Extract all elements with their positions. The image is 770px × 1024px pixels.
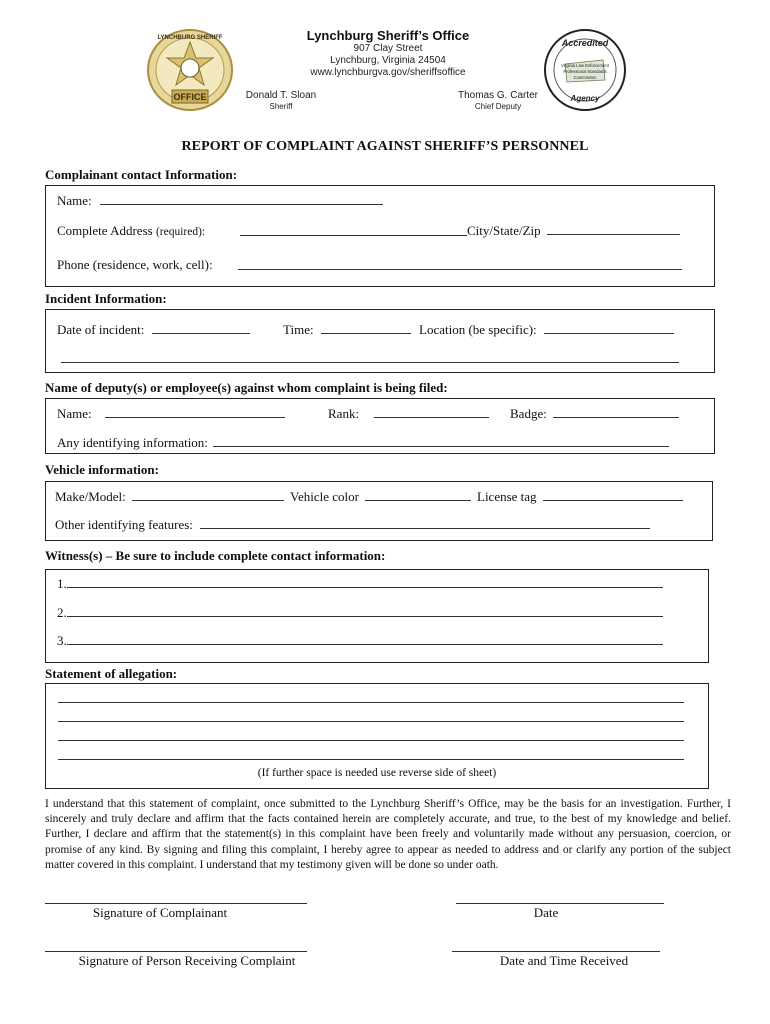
complainant-name-row — [57, 193, 383, 209]
receiver-signature-label: Signature of Person Receiving Complaint — [78, 953, 296, 968]
identifying-label: Any identifying information: — [57, 435, 208, 450]
statement-line[interactable] — [58, 729, 684, 741]
phone-label: Phone (residence, work, cell): — [57, 257, 213, 272]
seal-bottom-text: Agency — [570, 94, 600, 103]
seal-line-1: Virginia Law Enforcement — [561, 63, 609, 68]
incident-heading: Incident Information: — [45, 291, 167, 306]
deputy-rank-field[interactable] — [374, 406, 489, 418]
badge-bottom-text: OFFICE — [173, 92, 207, 102]
other-features-label: Other identifying features: — [55, 517, 193, 532]
vehicle-color-field[interactable] — [365, 489, 471, 501]
witness-field[interactable] — [67, 605, 663, 617]
witness-field[interactable] — [67, 576, 663, 588]
deputy-name-label: Name: — [57, 406, 92, 421]
complainant-address-row — [57, 223, 205, 239]
date-signature-line[interactable] — [456, 903, 664, 904]
vehicle-make-row — [55, 489, 284, 505]
city-state-zip-row — [467, 223, 680, 239]
incident-time-field[interactable] — [321, 322, 411, 334]
location-label: Location (be specific): — [419, 322, 537, 337]
chief-title: Chief Deputy — [474, 102, 522, 111]
witness-field[interactable] — [67, 633, 663, 645]
chief-name: Thomas G. Carter — [457, 90, 539, 101]
deputy-name-field[interactable] — [105, 406, 285, 418]
name-label: Name: — [57, 193, 92, 208]
seal-top-text: Accredited — [561, 38, 609, 48]
sheriff-name: Donald T. Sloan — [245, 90, 317, 101]
vehicle-make-field[interactable] — [132, 489, 284, 501]
deputy-badge-field[interactable] — [553, 406, 679, 418]
rank-label: Rank: — [328, 406, 360, 421]
witness-row — [57, 605, 663, 621]
badge-top-text: LYNCHBURG SHERIFF — [157, 35, 223, 41]
vehicle-color-row — [290, 489, 471, 505]
witness-row — [57, 633, 663, 649]
address-note: (required): — [155, 226, 206, 238]
city-label: City/State/Zip — [467, 223, 541, 238]
vehicle-other-field[interactable] — [200, 517, 650, 529]
accreditation-seal — [543, 28, 627, 112]
address-label: Complete Address — [57, 223, 153, 238]
make-label: Make/Model: — [55, 489, 126, 504]
declaration-paragraph: I understand that this statement of complaint, once submitted to the Lynchburg Sheriff’s Office, may be the basis for an investigation. Further, I sincerely and truly declare and affirm that the facts contained herein are completely accurate, and true, to the best of my knowledge and belief. Further, I declare and affirm that the statement(s) in this complaint have been freely and voluntarily made without any persuasion, coercion, or promise of any kind. By signing and filing this complaint, I hereby agree to appear as needed to address and or clarify any portion of the subject matter covered in this complaint. I understand that my testimony given will be done so under oath. — [45, 798, 731, 871]
complainant-signature-label: Signature of Complainant — [92, 905, 228, 920]
statement-line[interactable] — [58, 691, 684, 703]
incident-detail-field[interactable] — [61, 351, 679, 363]
city-state-zip-field[interactable] — [547, 223, 680, 235]
complainant-signature-line[interactable] — [45, 903, 307, 904]
deputy-rank-row — [328, 406, 489, 422]
deputy-heading: Name of deputy(s) or employee(s) against whom complaint is being filed: — [45, 380, 448, 395]
vehicle-other-row — [55, 517, 650, 533]
statement-heading: Statement of allegation: — [45, 666, 178, 681]
receiver-signature-line[interactable] — [45, 951, 307, 952]
phone-field[interactable] — [238, 258, 682, 270]
office-website[interactable]: www.lynchburgva.gov/sheriffsoffice — [310, 67, 466, 78]
witness-row — [57, 576, 663, 592]
office-name: Lynchburg Sheriff’s Office — [306, 28, 470, 43]
badge-label: Badge: — [510, 406, 547, 421]
vehicle-tag-row — [477, 489, 683, 505]
witness-number: 1. — [57, 576, 67, 591]
witness-number: 2. — [57, 605, 67, 620]
incident-date-row — [57, 322, 250, 338]
date-label: Date — [533, 905, 559, 920]
complainant-name-field[interactable] — [100, 193, 383, 205]
incident-location-row — [419, 322, 674, 338]
office-street: 907 Clay Street — [353, 43, 423, 54]
date-time-label: Date and Time Received — [499, 953, 629, 968]
vehicle-tag-field[interactable] — [543, 489, 683, 501]
office-city: Lynchburg, Virginia 24504 — [330, 55, 446, 66]
date-label: Date of incident: — [57, 322, 145, 337]
sheriff-title: Sheriff — [269, 102, 293, 111]
seal-line-3: Commission — [573, 75, 597, 80]
tag-label: License tag — [477, 489, 537, 504]
witness-number: 3. — [57, 633, 67, 648]
statement-line[interactable] — [58, 710, 684, 722]
time-label: Time: — [283, 322, 314, 337]
form-title: REPORT OF COMPLAINT AGAINST SHERIFF’S PERSONNEL — [181, 139, 589, 154]
deputy-identifying-field[interactable] — [213, 435, 669, 447]
date-time-line[interactable] — [452, 951, 660, 952]
color-label: Vehicle color — [290, 489, 359, 504]
incident-box — [45, 309, 715, 373]
incident-time-row — [283, 322, 411, 338]
incident-location-field[interactable] — [544, 322, 674, 334]
complainant-heading: Complainant contact Information: — [45, 167, 238, 182]
statement-note: (If further space is needed use reverse side of sheet) — [257, 767, 497, 779]
deputy-badge-row — [510, 406, 679, 422]
witness-heading: Witness(s) – Be sure to include complete contact information: — [45, 548, 386, 563]
vehicle-heading: Vehicle information: — [45, 462, 159, 477]
deputy-name-row — [57, 406, 285, 422]
complainant-address-field[interactable] — [240, 224, 467, 236]
sheriff-badge-logo — [146, 28, 234, 112]
incident-date-field[interactable] — [152, 322, 250, 334]
statement-line[interactable] — [58, 748, 684, 760]
seal-line-2: Professional Standards — [563, 69, 607, 74]
deputy-identifying-row — [57, 435, 669, 451]
